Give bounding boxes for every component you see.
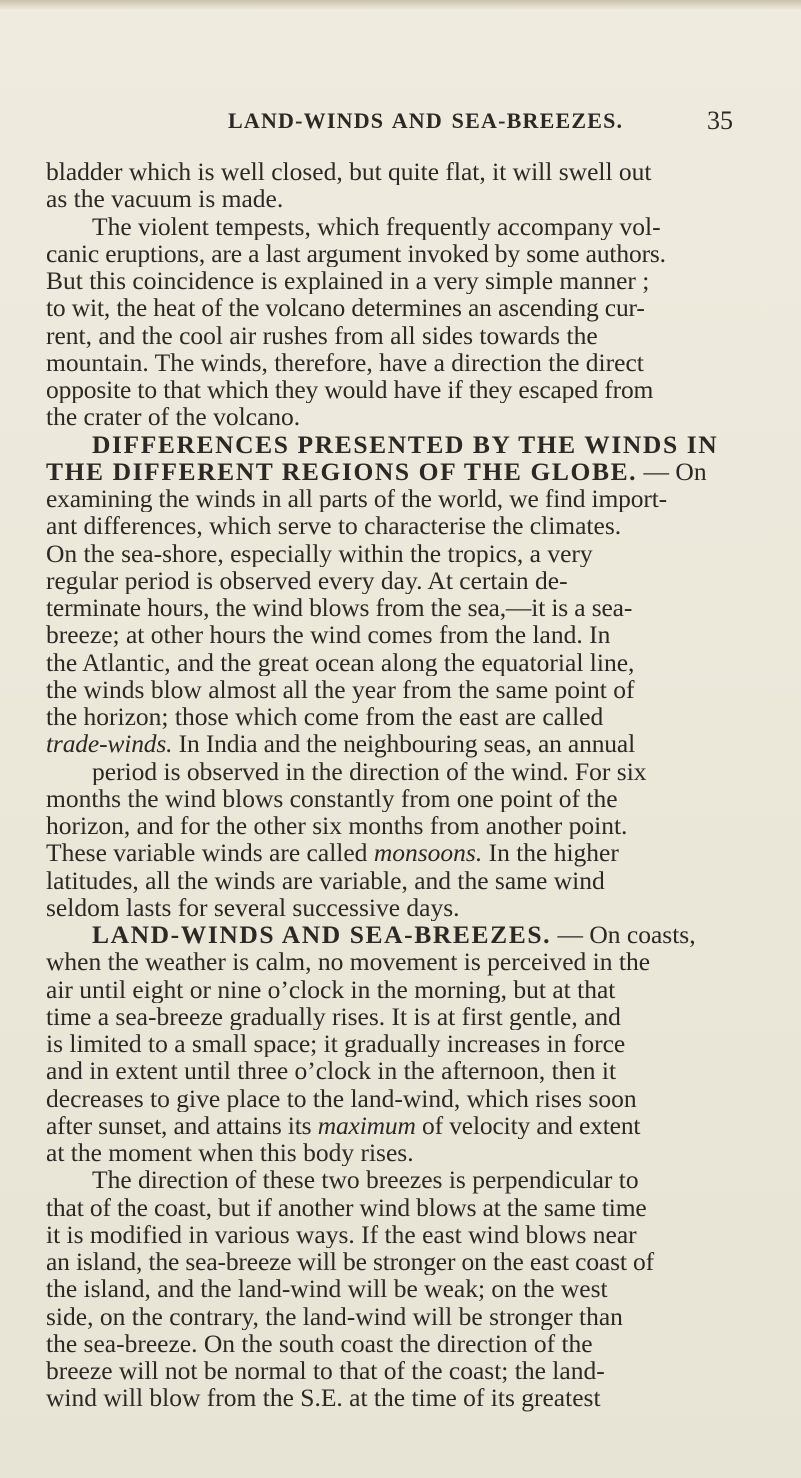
text-line: time a sea-breeze gradually rises. It is at first gentle, and: [46, 1002, 621, 1030]
page-top-edge: [0, 0, 801, 10]
text-line: The violent tempests, which frequently accompany vol-: [92, 212, 661, 240]
text-line: bladder which is well closed, but quite flat, it will swell out: [46, 158, 652, 186]
text-line: examining the winds in all parts of the world, we find import-: [46, 485, 667, 513]
text-line: But this coincidence is explained in a very simple manner ;: [46, 267, 650, 295]
text-line: seldom lasts for several successive days.: [46, 893, 460, 921]
text-line: air until eight or nine o’clock in the morning, but at that: [46, 975, 616, 1003]
running-head: [0, 108, 801, 138]
text-line: canic eruptions, are a last argument invoked by some authors.: [46, 239, 666, 267]
text-line: mountain. The winds, therefore, have a direction the direct: [46, 348, 644, 376]
text-line: it is modified in various ways. If the east wind blows near: [46, 1220, 637, 1248]
text-line: is limited to a small space; it gradually increases in force: [46, 1030, 626, 1058]
text-line: at the moment when this body rises.: [46, 1139, 414, 1167]
text-line: horizon, and for the other six months from another point.: [46, 812, 628, 840]
text-line: to wit, the heat of the volcano determines an ascending cur-: [46, 294, 645, 322]
text-line: regular period is observed every day. At certain de-: [46, 566, 568, 594]
text-line: rent, and the cool air rushes from all sides towards the: [46, 321, 598, 349]
text-line: opposite to that which they would have if they escaped from: [46, 376, 654, 404]
text-line: latitudes, all the winds are variable, and the same wind: [46, 866, 605, 894]
text-line: as the vacuum is made.: [46, 185, 284, 213]
section-heading: DIFFERENCES PRESENTED BY THE WINDS IN: [92, 430, 719, 458]
text-run: after sunset, and attains its: [46, 1111, 318, 1139]
italic-term: monsoons.: [373, 839, 483, 867]
section-heading-line: [46, 431, 786, 458]
text-line: breeze; at other hours the wind comes from the land. In: [46, 621, 611, 649]
text-line: that of the coast, but if another wind blows at the same time: [46, 1193, 647, 1221]
text-line: decreases to give place to the land-wind, which rises soon: [46, 1084, 637, 1112]
text-line: the Atlantic, and the great ocean along the equatorial line,: [46, 648, 635, 676]
text-line: an island, the sea-breeze will be stronger on the east coast of: [46, 1248, 654, 1276]
text-line: the winds blow almost all the year from the same point of: [46, 675, 635, 703]
heading-dash: — On coasts,: [557, 921, 696, 949]
text-line: the horizon; those which come from the east are called: [46, 703, 604, 731]
text-line: when the weather is calm, no movement is perceived in the: [46, 948, 651, 976]
text-line: period is observed in the direction of the wind. For six: [92, 757, 647, 785]
text-run: In the higher: [482, 839, 619, 867]
running-title: LAND-WINDS AND SEA-BREEZES.: [228, 108, 624, 133]
text-run: of velocity and extent: [415, 1111, 641, 1139]
section-heading-line: [46, 921, 786, 948]
text-run: In India and the neighbouring seas, an annual: [172, 730, 636, 758]
italic-term: maximum: [317, 1111, 416, 1139]
text-line: side, on the contrary, the land-wind will be stronger than: [46, 1302, 623, 1330]
text-line: the crater of the volcano.: [46, 403, 301, 431]
section-heading: THE DIFFERENT REGIONS OF THE GLOBE.: [46, 457, 638, 485]
page-number: 35: [707, 106, 733, 135]
text-line: [46, 839, 786, 866]
body-text: [46, 158, 786, 1412]
text-line: [46, 1112, 786, 1139]
text-line: and in extent until three o’clock in the afternoon, then it: [46, 1057, 617, 1085]
text-line: On the sea-shore, especially within the tropics, a very: [46, 539, 593, 567]
text-line: terminate hours, the wind blows from the sea,—it is a sea-: [46, 594, 633, 622]
section-heading: LAND-WINDS AND SEA-BREEZES.: [92, 921, 552, 949]
text-line: the sea-breeze. On the south coast the direction of the: [46, 1329, 593, 1357]
italic-term: trade-winds.: [46, 730, 173, 758]
text-line: breeze will not be normal to that of the coast; the land-: [46, 1357, 605, 1385]
text-line: the island, and the land-wind will be weak; on the west: [46, 1275, 608, 1303]
text-line: ant differences, which serve to characterise the climates.: [46, 512, 622, 540]
text-line: wind will blow from the S.E. at the time of its greatest: [46, 1384, 601, 1412]
section-heading-line: [46, 458, 786, 485]
text-line: [46, 730, 786, 757]
heading-dash: — On: [643, 457, 707, 485]
text-run: These variable winds are called: [46, 839, 374, 867]
text-line: The direction of these two breezes is perpendicular to: [92, 1166, 639, 1194]
text-line: months the wind blows constantly from one point of the: [46, 784, 618, 812]
